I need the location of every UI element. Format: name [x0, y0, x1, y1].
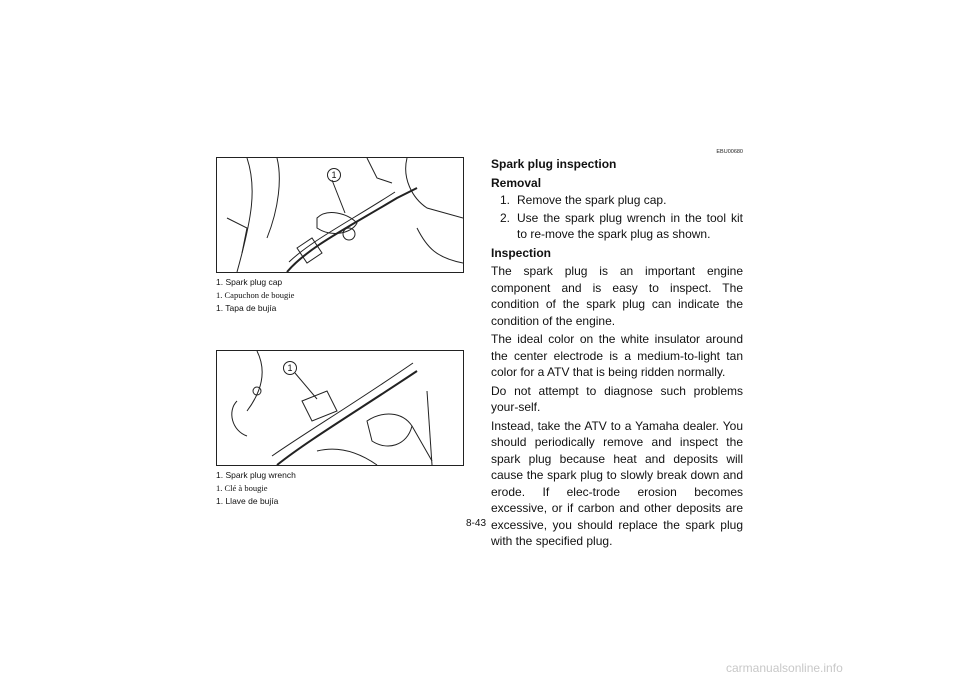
step-text: Use the spark plug wrench in the tool kit to re-move the spark plug as shown.: [517, 210, 743, 241]
removal-step: [491, 192, 743, 209]
page-number: 8-43: [466, 518, 487, 529]
caption-french: 1. Clé à bougie: [216, 483, 268, 493]
caption-spanish: 1. Llave de bujía: [216, 496, 279, 506]
inspection-heading: Inspection: [491, 245, 552, 260]
caption-english: 1. Spark plug cap: [216, 277, 283, 287]
caption-french: 1. Capuchon de bougie: [216, 290, 295, 300]
removal-step: [491, 210, 743, 243]
step-number: 2.: [500, 210, 511, 225]
caption-spanish: 1. Tapa de bujía: [216, 303, 277, 313]
body-paragraph: Instead, take the ATV to a Yamaha dealer. You should periodically remove and inspect the spark plug because heat and deposits will cause the spark plug to slowly break down and erode. If elec-trode erosion becomes excessive, or if carbon and other deposits are excessive, you should replace the spark plug with the specified plug.: [491, 418, 743, 548]
callout-number: 1: [283, 361, 297, 375]
section-code: EBU00680: [716, 149, 743, 155]
callout-number: 1: [327, 168, 341, 182]
caption-english: 1. Spark plug wrench: [216, 470, 296, 480]
body-paragraph: The spark plug is an important engine component and is easy to inspect. The condition of the spark plug can indicate the condition of the engine.: [491, 264, 743, 328]
spark-plug-wrench-illustration: [216, 350, 464, 466]
removal-heading: Removal: [491, 175, 542, 190]
step-number: 1.: [500, 193, 511, 207]
section-title: Spark plug inspection: [491, 157, 617, 171]
body-paragraph: The ideal color on the white insulator around the center electrode is a medium-to-light tan color for a ATV that is being ridden normally.: [491, 332, 743, 379]
body-paragraph: Do not attempt to diagnose such problems your-self.: [491, 383, 743, 414]
spark-plug-cap-illustration: [216, 157, 464, 273]
instruction-column: [491, 148, 743, 550]
figure-caption: [216, 276, 294, 315]
step-text: Remove the spark plug cap.: [517, 193, 667, 207]
figure-caption: [216, 469, 296, 508]
watermark[interactable]: carmanualsonline.info: [726, 661, 843, 675]
